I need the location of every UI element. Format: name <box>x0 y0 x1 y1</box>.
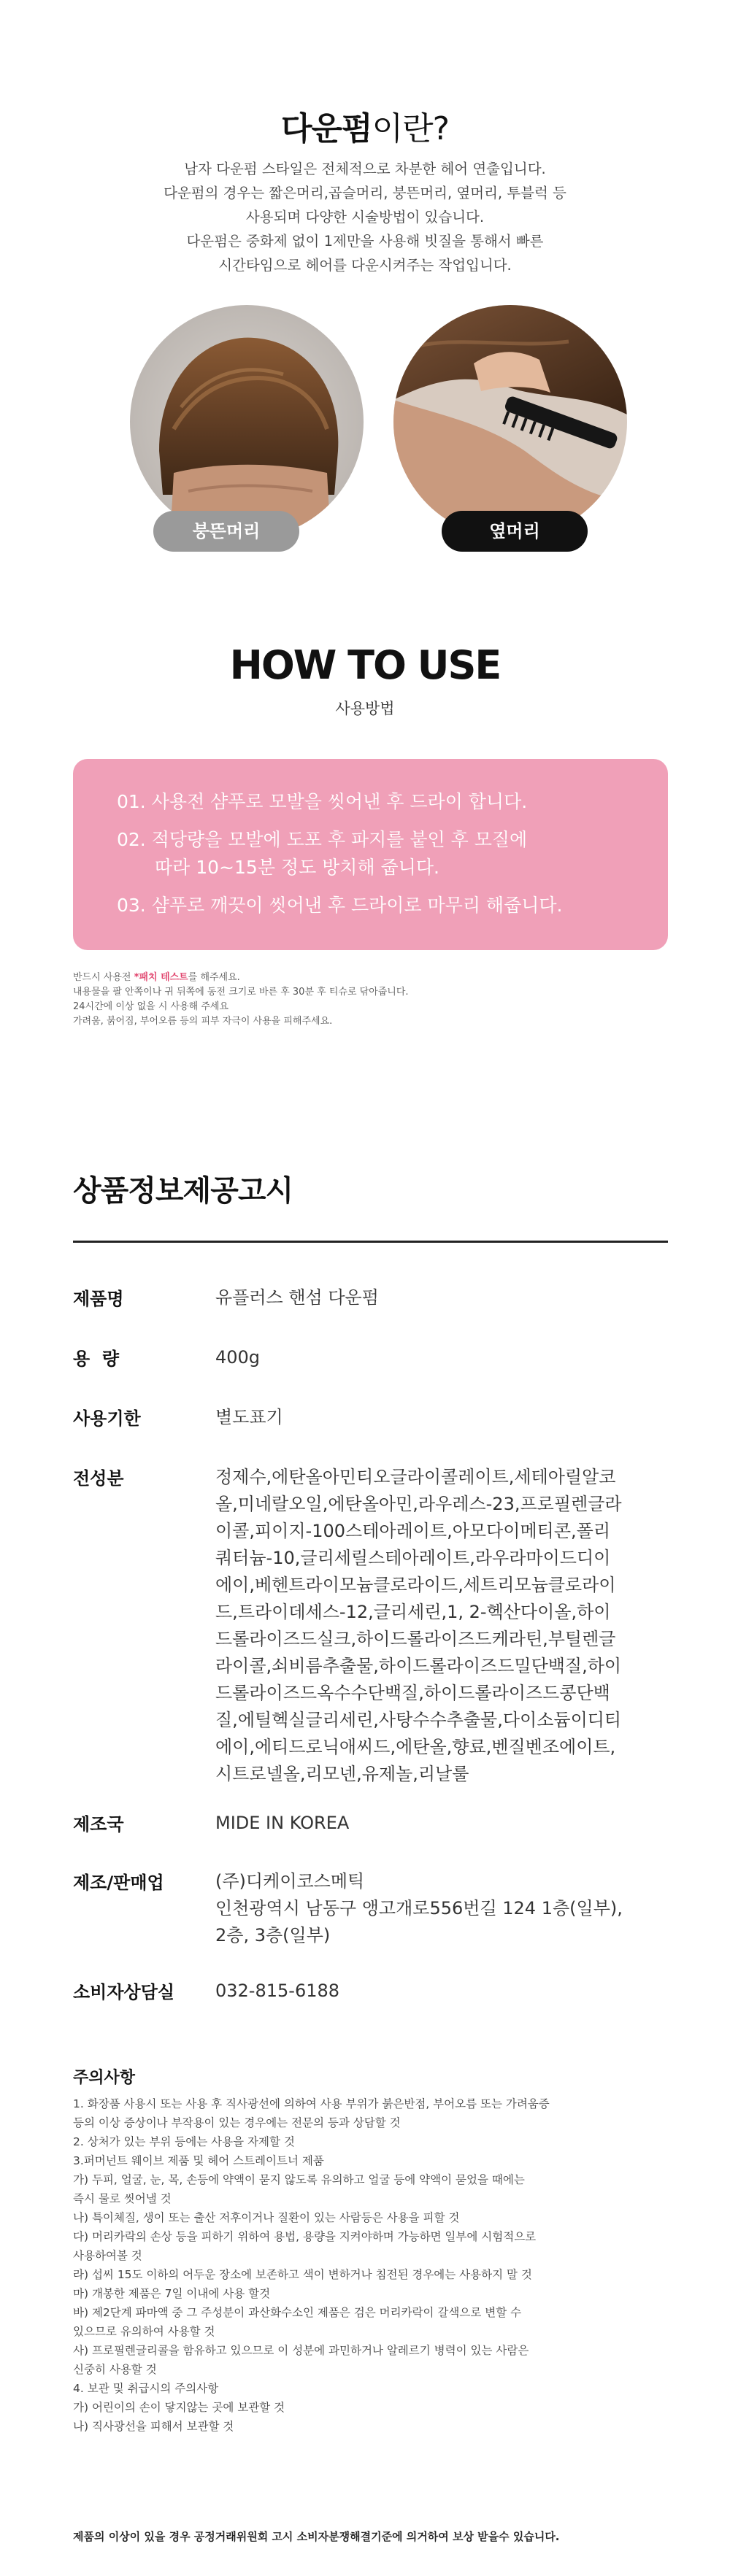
info-value <box>215 1344 672 1371</box>
patch-test-notes <box>73 971 584 1029</box>
info-label: 전성분 <box>73 1468 124 1489</box>
divider <box>73 1241 668 1243</box>
info-value-line: 쿼터늄-10,글리세릴스테아레이트,라우라마이드디이 <box>215 1548 611 1568</box>
compensation-notice: 제품의 이상이 있을 경우 공정거래위원회 고시 소비자분쟁해결기준에 의거하여 보상 받을수 있습니다. <box>73 2530 560 2543</box>
note-line: 내용물을 팔 안쪽이나 귀 뒤쪽에 동전 크기로 바른 후 30분 후 티슈로 닦아줍니다. <box>73 987 409 998</box>
info-value <box>215 1978 672 2005</box>
hair-photo-side <box>393 305 627 539</box>
caution-line: 사) 프로필렌글리콜을 함유하고 있으므로 이 성분에 과민하거나 알레르기 병력이 있는 사람은 <box>73 2344 529 2357</box>
info-value-line: 032-815-6188 <box>215 1981 340 2001</box>
info-value-line: 400g <box>215 1347 261 1368</box>
intro-title-rest: 이란? <box>372 110 449 147</box>
caution-line: 바) 제2단계 파마액 중 그 주성분이 과산화수소인 제품은 검은 머리카락이 갈색으로 변할 수 <box>73 2306 522 2319</box>
info-value-line: 2층, 3층(일부) <box>215 1925 331 1946</box>
info-value-line: MIDE IN KOREA <box>215 1813 350 1833</box>
howto-subtitle: 사용방법 <box>335 700 395 717</box>
hair-photo-back-image <box>130 305 364 539</box>
caution-line: 1. 화장품 사용시 또는 사용 후 직사광선에 의하여 사용 부위가 붉은반점, 부어오름 또는 가려움증 <box>73 2097 550 2110</box>
label-pill-yeopmeori: 옆머리 <box>442 511 588 552</box>
info-value-line: 올,미네랄오일,에탄올아민,라우레스-23,프로필렌글라 <box>215 1494 622 1514</box>
product-info-title: 상품정보제공고시 <box>73 1174 293 1208</box>
caution-line: 마) 개봉한 제품은 7일 이내에 사용 할것 <box>73 2287 271 2300</box>
info-value-line: 별도표기 <box>215 1407 283 1427</box>
caution-line: 3.퍼머넌트 웨이브 제품 및 헤어 스트레이트너 제품 <box>73 2154 324 2167</box>
info-value-line: 정제수,에탄올아민티오글라이콜레이트,세테아릴알코 <box>215 1467 616 1487</box>
info-label: 소비자상담실 <box>73 1982 175 2002</box>
hair-photo-side-image <box>393 305 627 539</box>
note-line: 24시간에 이상 없을 시 사용해 주세요 <box>73 1001 229 1012</box>
caution-body <box>73 2094 672 2436</box>
info-value-line: 이콜,피이지-100스테아레이트,아모다이메티콘,폴리 <box>215 1521 611 1541</box>
caution-line: 4. 보관 및 취급시의 주의사항 <box>73 2382 219 2395</box>
info-value-line: 드롤라이즈드실크,하이드롤라이즈드케라틴,부틸렌글 <box>215 1629 616 1649</box>
info-value <box>215 1810 672 1837</box>
caution-line: 즉시 물로 씻어낼 것 <box>73 2192 172 2205</box>
step-2-continued: 따라 10~15분 정도 방치해 줍니다. <box>155 857 439 878</box>
caution-line: 다) 머리카락의 손상 등을 피하기 위하여 용법, 용량을 지켜야하며 가능하면 일부에 시험적으로 <box>73 2230 537 2243</box>
hair-photo-back <box>130 305 364 539</box>
caution-title: 주의사항 <box>73 2069 136 2087</box>
info-value <box>215 1284 672 1311</box>
step-1: 01. 사용전 샴푸로 모발을 씻어낸 후 드라이 합니다. <box>117 791 528 812</box>
note-suffix: 를 해주세요. <box>188 972 240 983</box>
howto-title: HOW TO USE <box>229 642 501 688</box>
step-3: 03. 샴푸로 깨끗이 씻어낸 후 드라이로 마무리 해줍니다. <box>117 895 563 916</box>
info-value-line: 시트로넬올,리모넨,유제놀,리날룰 <box>215 1764 469 1784</box>
caution-line: 등의 이상 증상이나 부작용이 있는 경우에는 전문의 등과 상담할 것 <box>73 2116 401 2129</box>
note-highlight: *패치 테스트 <box>134 972 188 983</box>
caution-line: 사용하여볼 것 <box>73 2249 142 2262</box>
intro-description <box>73 157 657 277</box>
info-value-line: 에이,베헨트라이모늄클로라이드,세트리모늄클로라이 <box>215 1575 616 1595</box>
caution-line: 가) 두피, 얼굴, 눈, 목, 손등에 약액이 묻지 않도록 유의하고 얼굴 등에 약액이 묻었을 때에는 <box>73 2173 525 2186</box>
note-line: 가려움, 붉어짐, 부어오름 등의 피부 자극이 사용을 피해주세요. <box>73 1016 333 1027</box>
caution-line: 2. 상처가 있는 부위 등에는 사용을 자제할 것 <box>73 2135 295 2148</box>
info-value-line: 유플러스 핸섬 다운펌 <box>215 1287 379 1308</box>
intro-line: 다운펌은 중화제 없이 1제만을 사용해 빗질을 통해서 빠른 <box>186 233 544 250</box>
intro-line: 다운펌의 경우는 짧은머리,곱슬머리, 붕뜬머리, 옆머리, 투블럭 등 <box>164 185 566 201</box>
info-value-line: 에이,에티드로닉애씨드,에탄올,향료,벤질벤조에이트, <box>215 1737 616 1757</box>
info-value <box>215 1404 672 1431</box>
step-2: 02. 적당량을 모발에 도포 후 파지를 붙인 후 모질에 <box>117 829 528 850</box>
caution-line: 가) 어린이의 손이 닿지않는 곳에 보관할 것 <box>73 2401 285 2414</box>
info-label: 사용기한 <box>73 1408 141 1429</box>
info-label: 제품명 <box>73 1289 124 1309</box>
info-value-line: 질,에틸헥실글리세린,사탕수수추출물,다이소듐이디티 <box>215 1710 622 1730</box>
info-value <box>215 1868 672 1949</box>
note-line <box>73 971 584 985</box>
intro-title <box>0 102 730 149</box>
info-label: 제조국 <box>73 1814 124 1835</box>
caution-line: 나) 직사광선을 피해서 보관할 것 <box>73 2420 234 2433</box>
info-value-line: (주)디케이코스메틱 <box>215 1871 365 1891</box>
intro-line: 시간타임으로 헤어를 다운시켜주는 작업입니다. <box>218 257 512 274</box>
caution-line: 라) 섭씨 15도 이하의 어두운 장소에 보존하고 색이 변하거나 침전된 경우에는 사용하지 말 것 <box>73 2268 532 2281</box>
label-pill-bungtteun: 붕뜬머리 <box>153 511 299 552</box>
intro-title-bold: 다운펌 <box>281 110 372 147</box>
note-prefix: 반드시 사용전 <box>73 972 134 983</box>
caution-line: 나) 특이체질, 생이 또는 출산 저후이거나 질환이 있는 사람등은 사용을 피할 것 <box>73 2211 460 2224</box>
caution-line: 신중히 사용할 것 <box>73 2363 157 2376</box>
info-value-line: 드롤라이즈드옥수수단백질,하이드롤라이즈드콩단백 <box>215 1683 610 1703</box>
intro-line: 남자 다운펌 스타일은 전체적으로 차분한 헤어 연출입니다. <box>184 161 546 177</box>
info-value-line: 인천광역시 남동구 앵고개로556번길 124 1층(일부), <box>215 1898 623 1918</box>
info-value-line: 라이콜,쇠비름추출물,하이드롤라이즈드밀단백질,하이 <box>215 1656 622 1676</box>
caution-line: 있으므로 유의하여 사용할 것 <box>73 2325 215 2338</box>
steps-box <box>73 759 668 950</box>
info-label: 용 량 <box>73 1349 120 1369</box>
info-value-line: 드,트라이데세스-12,글리세린,1, 2-헥산다이올,하이 <box>215 1602 611 1622</box>
intro-line: 사용되며 다양한 시술방법이 있습니다. <box>245 209 485 225</box>
info-value <box>215 1464 672 1788</box>
info-label: 제조/판매업 <box>73 1873 164 1893</box>
